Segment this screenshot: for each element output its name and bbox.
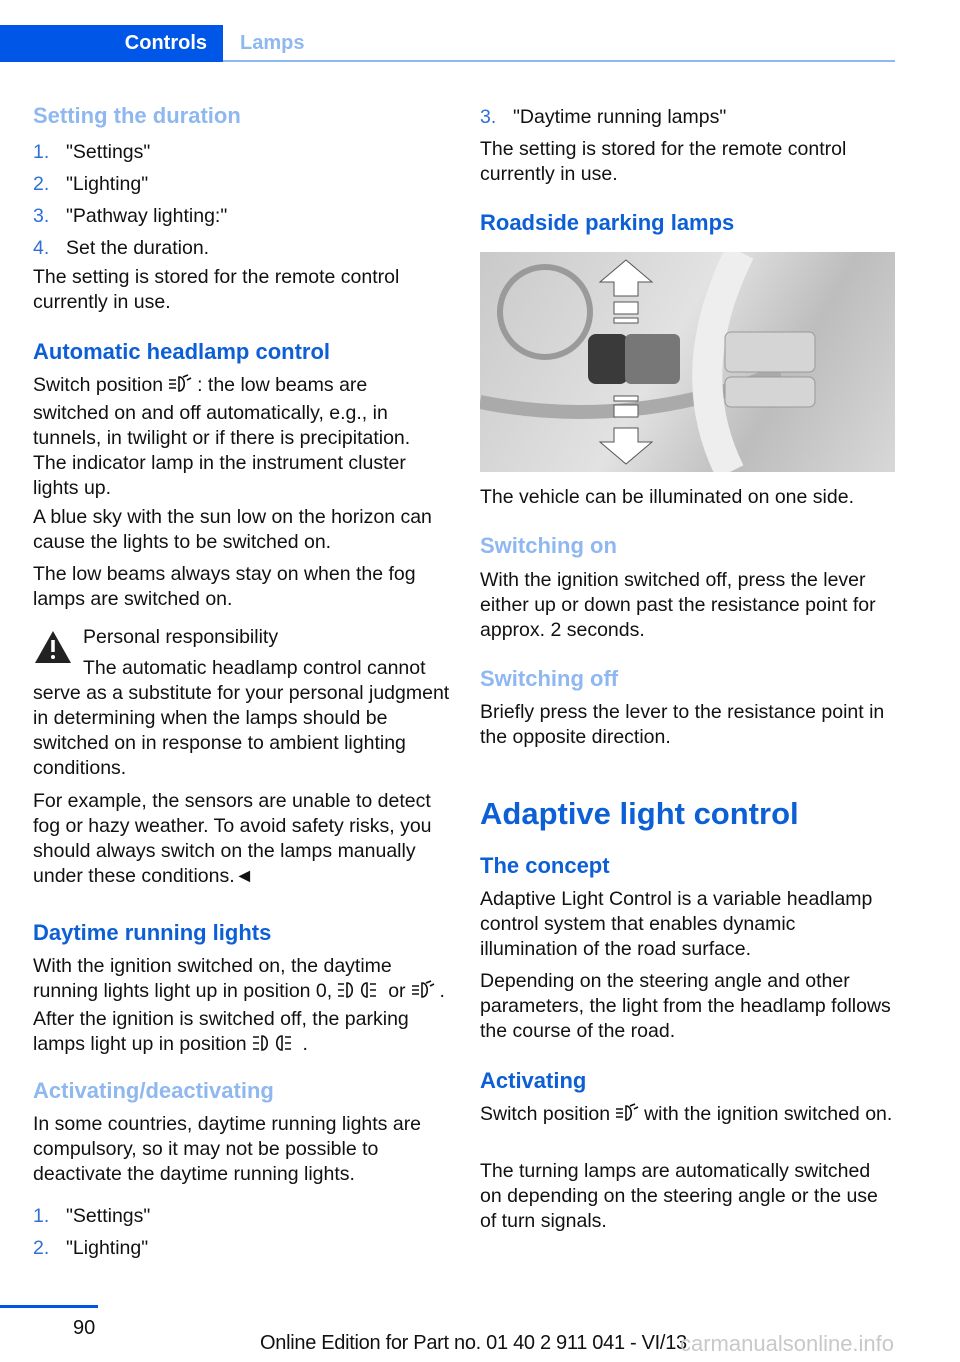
- paragraph: The setting is stored for the remote control currently in use.: [480, 138, 847, 185]
- list-item: 3. "Pathway lighting:": [33, 205, 228, 227]
- tab-lamps[interactable]: Lamps: [240, 32, 305, 54]
- paragraph: For example, the sensors are unable to detect fog or hazy weather. To avoid safety risks, you should always switch on the lamps manually under these conditions.◄: [33, 790, 432, 887]
- paragraph: Depending on the steering angle and other parameters, the light from the headlamp follows the course of the road.: [480, 970, 891, 1042]
- heading-switching-off: Switching off: [480, 666, 619, 691]
- tab-controls[interactable]: Controls: [0, 25, 223, 62]
- list-item: 1. "Settings": [33, 1205, 151, 1227]
- turn-signal-lever-photo: [480, 252, 895, 472]
- page-number: 90: [73, 1317, 96, 1339]
- warning-title: Personal responsibility: [83, 626, 279, 648]
- auto-headlamp-icon: [614, 1103, 640, 1130]
- list-item: 4. Set the duration.: [33, 237, 210, 259]
- watermark: carmanualsonline.info: [680, 1331, 895, 1356]
- paragraph: With the ignition switched off, press the lever either up or down past the resistance point for approx. 2 seconds.: [480, 569, 876, 641]
- heading-switching-on: Switching on: [480, 533, 617, 558]
- heading-daytime-running-lights: Daytime running lights: [33, 920, 272, 945]
- heading-auto-headlamp: Automatic headlamp control: [33, 339, 331, 364]
- paragraph: Adaptive Light Control is a variable headlamp control system that enables dynamic illumination of the road surface.: [480, 888, 873, 960]
- paragraph: With the ignition switched on, the daytime running lights light up in position 0, or . After the ignition is switched off, the parking lamps light up in position .: [33, 954, 451, 1060]
- heading-roadside-parking: Roadside parking lamps: [480, 210, 735, 235]
- warning-text: The automatic headlamp control cannot serve as a substitute for your personal judgment in determining when the lamps should be switched on in response to ambient lighting conditions.: [33, 657, 450, 779]
- header-tabs: [0, 25, 895, 62]
- lever-illustration: [480, 252, 895, 472]
- paragraph: The turning lamps are automatically switched on depending on the steering angle or the use of turn signals.: [480, 1160, 878, 1232]
- parking-lamps-icon: [336, 980, 384, 1007]
- section-title-adaptive-light: Adaptive light control: [480, 796, 799, 831]
- paragraph: The low beams always stay on when the fog lamps are switched on.: [33, 563, 416, 610]
- auto-headlamp-icon: [167, 374, 193, 401]
- parking-lamps-icon: [251, 1033, 299, 1060]
- list-item: 3. "Daytime running lamps": [480, 106, 727, 128]
- paragraph: The setting is stored for the remote control currently in use.: [33, 266, 400, 313]
- paragraph: Switch position with the ignition switched on.: [480, 1102, 895, 1130]
- heading-setting-duration: Setting the duration: [33, 103, 241, 128]
- image-caption: The vehicle can be illuminated on one side.: [480, 486, 854, 508]
- paragraph: Briefly press the lever to the resistance point in the opposite direction.: [480, 701, 885, 748]
- list-item: 2. "Lighting": [33, 173, 149, 195]
- heading-activating: Activating: [480, 1068, 587, 1093]
- paragraph: A blue sky with the sun low on the horizon can cause the lights to be switched on.: [33, 506, 432, 553]
- auto-headlamp-icon: [410, 980, 436, 1007]
- edition-text: Online Edition for Part no. 01 40 2 911 041 - VI/13: [260, 1332, 687, 1354]
- paragraph: In some countries, daytime running lights are compulsory, so it may not be possible to deactivate the daytime running lights.: [33, 1113, 422, 1185]
- footer-rule: [0, 1305, 98, 1308]
- paragraph: Switch position : the low beams are switched on and off automatically, e.g., in tunnels, in twilight or if there is precipitation. The indicator lamp in the instrument cluster lights up.: [33, 374, 411, 499]
- steps-list: [33, 136, 451, 264]
- steps-list: [33, 1200, 451, 1264]
- list-item: 1. "Settings": [33, 141, 151, 163]
- list-item: 2. "Lighting": [33, 1237, 149, 1259]
- heading-concept: The concept: [480, 853, 610, 878]
- heading-activating-deactivating: Activating/deactivating: [33, 1078, 274, 1103]
